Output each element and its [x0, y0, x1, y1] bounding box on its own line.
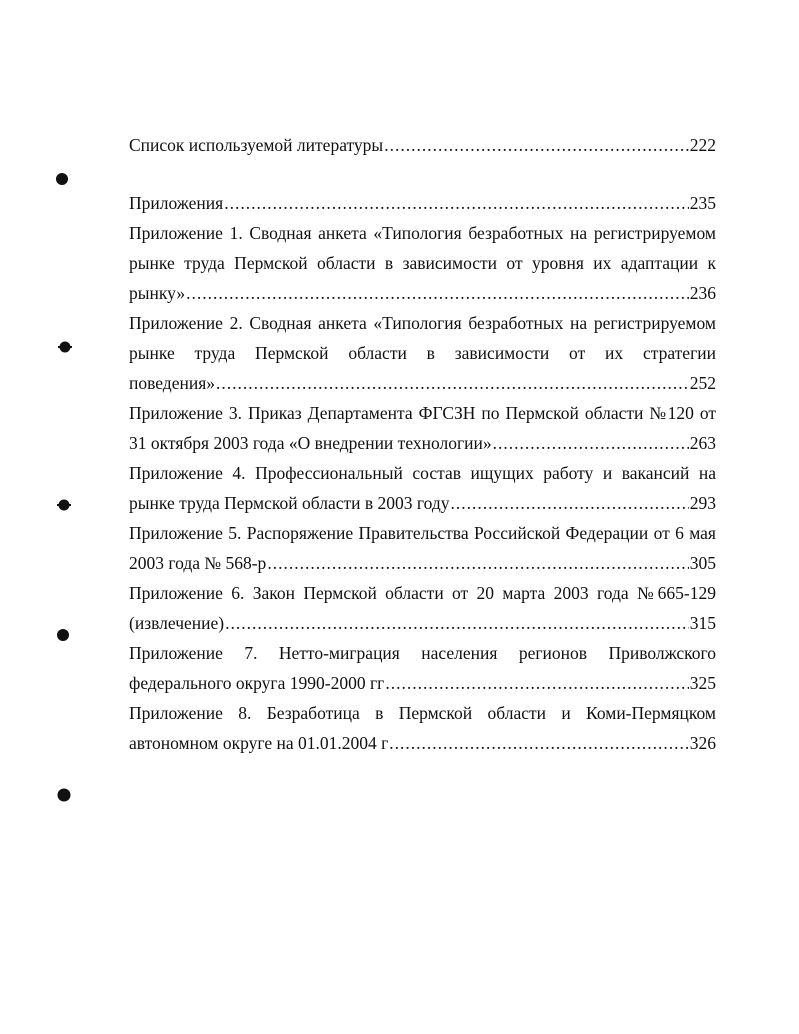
table-of-contents	[129, 130, 716, 758]
dot-leader	[389, 728, 688, 758]
punch-hole-mark	[57, 498, 71, 512]
toc-entry-appendix-5[interactable]	[129, 518, 716, 578]
punch-hole-mark	[58, 340, 72, 354]
toc-entry-appendix-4[interactable]	[129, 458, 716, 518]
toc-entry-line: Приложение 8. Безработица в Пермской области и Коми-Пермяцком	[129, 703, 716, 723]
toc-entry-line: Приложение 5. Распоряжение Правительства Российской Федерации от 6 мая	[129, 523, 716, 543]
toc-entry-title: Приложения	[129, 193, 224, 213]
toc-entry-appendix-1[interactable]	[129, 218, 716, 308]
punch-hole-mark	[57, 788, 71, 802]
toc-page-number: 293	[689, 493, 716, 513]
dot-leader	[384, 130, 689, 160]
toc-entry-title: Список используемой литературы	[129, 135, 384, 155]
toc-entry-title: рынку»	[129, 283, 186, 303]
toc-entry-appendix-7[interactable]	[129, 638, 716, 698]
toc-entry-line: Приложение 6. Закон Пермской области от 20 марта 2003 года №665-129	[129, 583, 716, 603]
toc-entry-line: Приложение 1. Сводная анкета «Типология безработных на регистрируемом	[129, 223, 716, 243]
toc-page-number: 222	[689, 135, 716, 155]
toc-entry-appendix-2[interactable]	[129, 308, 716, 398]
toc-entry-title: (извлечение)	[129, 613, 225, 633]
dot-leader	[225, 608, 689, 638]
toc-entry-line: Приложение 2. Сводная анкета «Типология безработных на регистрируемом	[129, 313, 716, 333]
toc-page-number: 305	[689, 553, 716, 573]
spacer	[129, 160, 716, 188]
toc-entry-title: федерального округа 1990-2000 гг	[129, 673, 385, 693]
punch-hole-mark	[56, 628, 70, 642]
toc-entry-title: 2003 года № 568-р	[129, 553, 267, 573]
toc-entry-title: поведения»	[129, 373, 216, 393]
dot-leader	[385, 668, 688, 698]
toc-entry-title: рынке труда Пермской области в 2003 году	[129, 493, 450, 513]
dot-leader	[216, 368, 689, 398]
toc-page-number: 236	[689, 283, 716, 303]
dot-leader	[186, 278, 689, 308]
toc-page-number: 326	[689, 733, 716, 753]
toc-entry-appendices[interactable]	[129, 188, 716, 218]
toc-entry-appendix-6[interactable]	[129, 578, 716, 638]
toc-entry-line: Приложение 3. Приказ Департамента ФГСЗН по Пермской области №120 от	[129, 403, 716, 423]
toc-entry-line: рынке труда Пермской области в зависимости от уровня их адаптации к	[129, 253, 716, 273]
toc-entry-literature[interactable]	[129, 130, 716, 160]
dot-leader	[267, 548, 688, 578]
toc-page-number: 315	[689, 613, 716, 633]
dot-leader	[224, 188, 689, 218]
toc-entry-title: автономном округе на 01.01.2004 г	[129, 733, 389, 753]
dot-leader	[493, 428, 689, 458]
toc-entry-line: рынке труда Пермской области в зависимости от их стратегии	[129, 343, 716, 363]
toc-page-number: 325	[689, 673, 716, 693]
toc-entry-line: Приложение 7. Нетто-миграция населения регионов Приволжского	[129, 643, 716, 663]
toc-page-number: 263	[689, 433, 716, 453]
toc-entry-title: 31 октября 2003 года «О внедрении технологии»	[129, 433, 492, 453]
toc-page-number: 252	[689, 373, 716, 393]
toc-entry-appendix-8[interactable]	[129, 698, 716, 758]
punch-hole-mark	[55, 172, 69, 186]
toc-entry-line: Приложение 4. Профессиональный состав ищущих работу и вакансий на	[129, 463, 716, 483]
dot-leader	[451, 488, 689, 518]
toc-entry-appendix-3[interactable]	[129, 398, 716, 458]
toc-page-number: 235	[689, 193, 716, 213]
